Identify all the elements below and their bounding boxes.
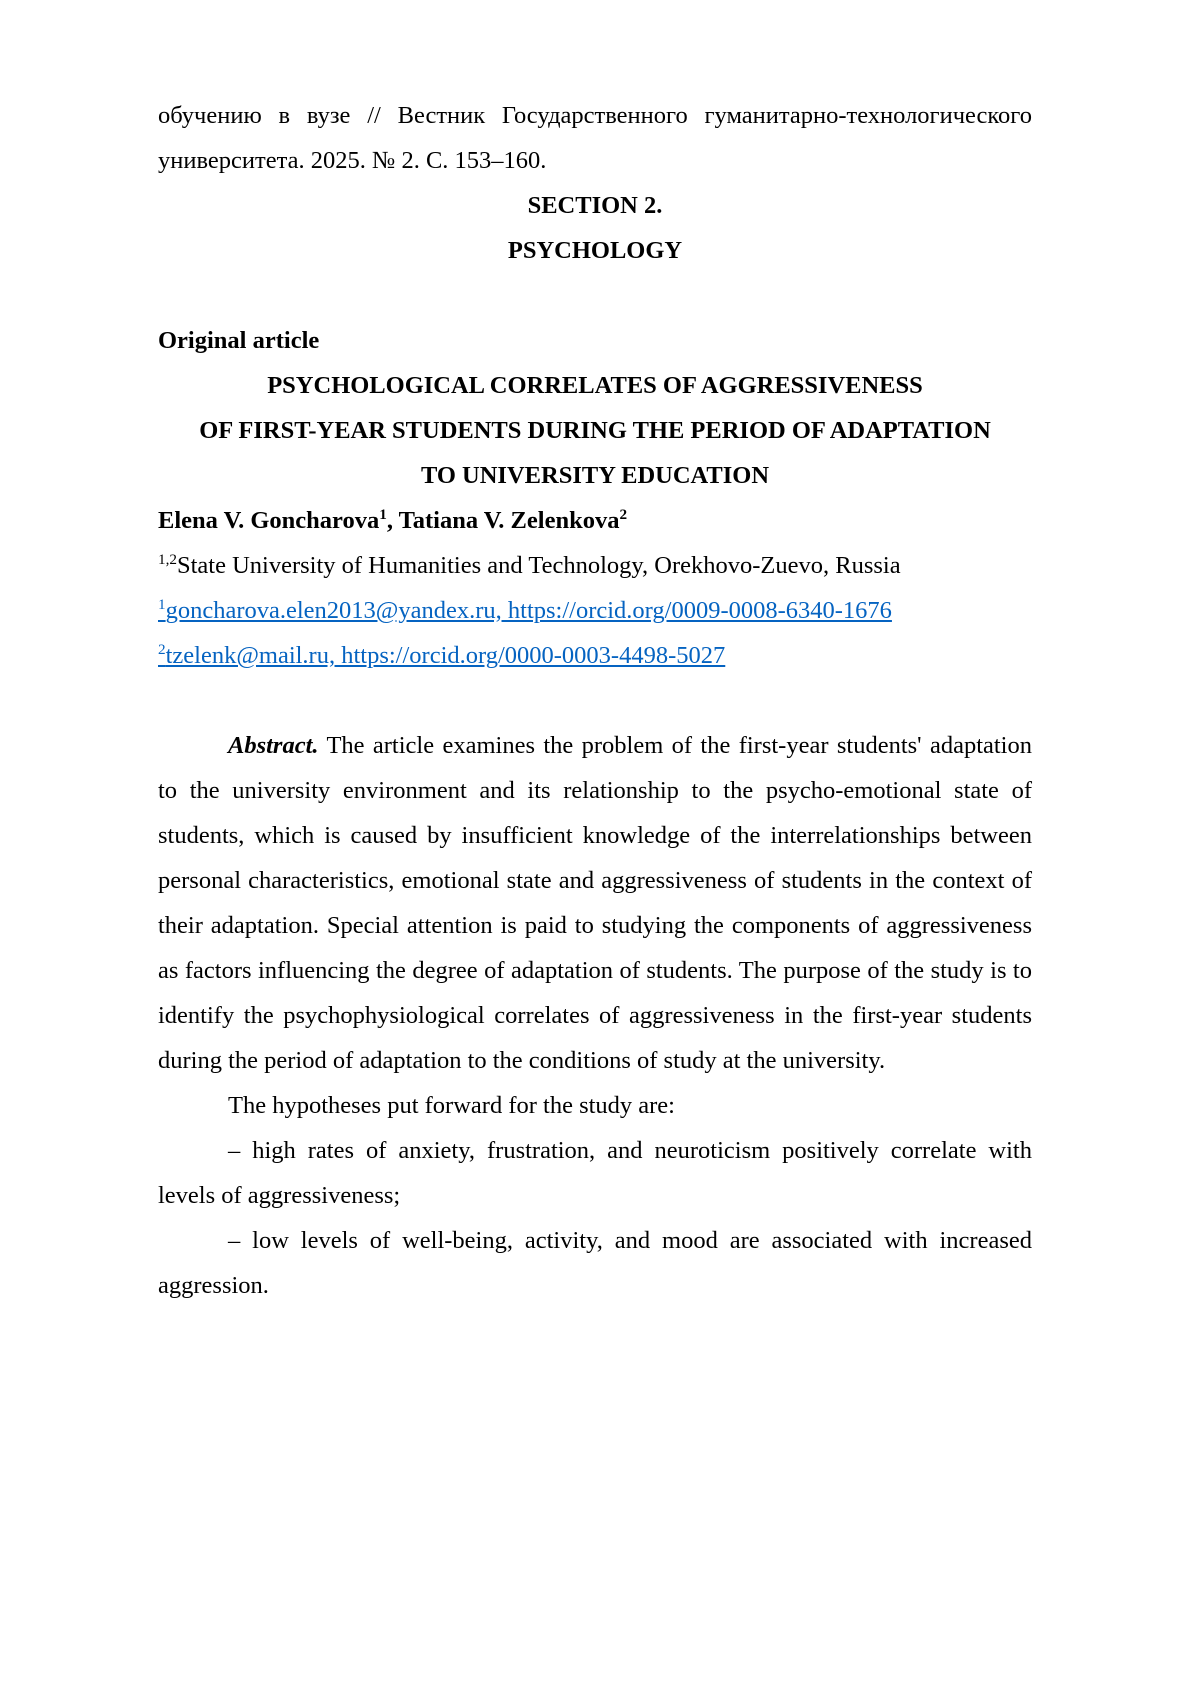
author-contact-line-1 xyxy=(158,588,1032,633)
hypothesis-item-2: – low levels of well-being, activity, and mood are associated with increased aggression. xyxy=(158,1227,1032,1299)
hypotheses-intro: The hypotheses put forward for the study are: xyxy=(228,1092,675,1119)
email-orcid-link-2[interactable] xyxy=(158,642,725,669)
journal-reference: обучению в вузе // Вестник Государственного гуманитарно-технологического университета. 2025. № 2. С. 153–160. xyxy=(158,102,1032,174)
author-name-1: Elena V. Goncharova xyxy=(158,507,380,534)
section-heading: SECTION 2. xyxy=(527,192,663,219)
email-orcid-link-1[interactable] xyxy=(158,597,892,624)
article-title xyxy=(158,363,1032,498)
affiliation-line xyxy=(158,543,1032,588)
contact-superscript-2: 2 xyxy=(158,640,166,658)
contact-text-1: goncharova.elen2013@yandex.ru, https://orcid.org/0009-0008-6340-1676 xyxy=(165,597,892,624)
author-contact-line-2 xyxy=(158,633,1032,678)
article-type-label: Original article xyxy=(158,327,320,354)
author-superscript-1: 1 xyxy=(379,505,387,523)
author-superscript-2: 2 xyxy=(619,505,628,523)
affiliation-superscript: 1,2 xyxy=(158,550,177,568)
spacer xyxy=(158,273,1032,318)
abstract-paragraph xyxy=(158,723,1032,1083)
contact-superscript-1: 1 xyxy=(158,595,166,613)
hypothesis-item-1: – high rates of anxiety, frustration, and neuroticism positively correlate with levels of aggressiveness; xyxy=(158,1137,1032,1209)
spacer xyxy=(158,678,1032,723)
section-subheading: PSYCHOLOGY xyxy=(507,237,683,264)
contact-text-2: tzelenk@mail.ru, https://orcid.org/0000-0003-4498-5027 xyxy=(165,642,726,669)
title-line-1: PSYCHOLOGICAL CORRELATES OF AGGRESSIVENESS xyxy=(267,372,923,399)
title-line-3: TO UNIVERSITY EDUCATION xyxy=(420,462,770,489)
affiliation-text: State University of Humanities and Technology, Orekhovo-Zuevo, Russia xyxy=(176,552,901,579)
authors-separator: , xyxy=(386,507,399,534)
abstract-text: The article examines the problem of the first-year students' adaptation to the university environment and its relationship to the psycho-emotional state of students, which is caused by insufficient knowledge of the interrelationships between personal characteristics, emotional state and aggressiveness of students in the context of their adaptation. Special attention is paid to studying the components of aggressiveness as factors influencing the degree of adaptation of students. The purpose of the study is to identify the psychophysiological correlates of aggressiveness in the first-year students during the period of adaptation to the conditions of study at the university. xyxy=(158,732,1032,1074)
authors-line xyxy=(158,498,1032,543)
title-line-2: OF FIRST-YEAR STUDENTS DURING THE PERIOD OF ADAPTATION xyxy=(199,417,991,444)
author-name-2: Tatiana V. Zelenkova xyxy=(398,507,620,534)
abstract-label: Abstract. xyxy=(228,732,319,759)
